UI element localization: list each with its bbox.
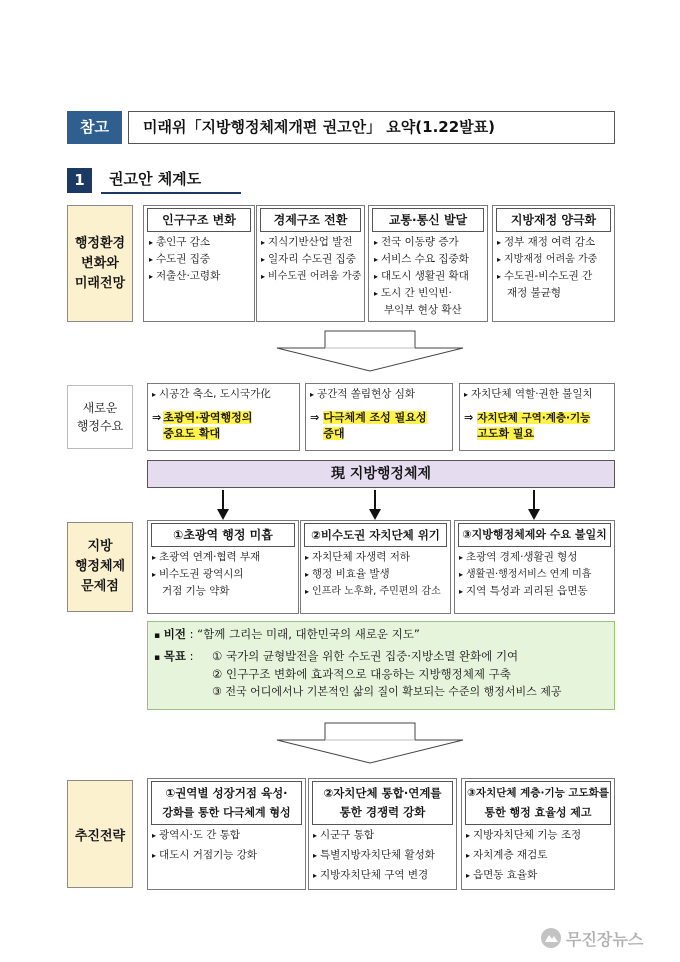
goal-colon: : — [189, 649, 194, 663]
list-item-continuation: 재정 불균형 — [507, 287, 562, 299]
environment-column — [368, 205, 488, 322]
list-item: ▸ 공간적 쏠림현상 심화 — [310, 386, 448, 403]
column-title: ①초광역 행정 미흡 — [151, 523, 295, 547]
strategy-column — [308, 778, 457, 890]
list-item: ▸ 일자리 수도권 집중 — [261, 251, 364, 268]
demand-column — [147, 383, 300, 451]
vision-box: ▪ 비전 : “함께 그리는 미래, 대한민국의 새로운 지도” ▪ 목표 : ① 국가의 균형발전을 위한 수도권 집중·지방소멸 완화에 기여 ② 인구구조 변화에 효과적으로 대응하는 지방행정체제 구축 ③ 전국 어디에서나 기본적인 삶의 질이 확보되는 수준의 행정서비스 제공 — [147, 621, 615, 710]
list-item: ▸ 인프라 노후화, 주민편의 감소 — [305, 583, 450, 600]
list-item: ▸ 생활권·행정서비스 연계 미흡 — [459, 566, 614, 583]
watermark: 무진장뉴스 — [540, 924, 674, 952]
list-item: ▸ 지방자치단체 구역 변경 — [313, 867, 456, 884]
column-title: ②비수도권 자치단체 위기 — [304, 523, 447, 547]
list-item: ▸ 전국 이동량 증가 — [374, 234, 487, 251]
column-title: ①권역별 성장거점 육성· 강화를 통한 다극체계 형성 — [151, 781, 302, 825]
environment-column — [256, 205, 365, 322]
column-title: ②자치단체 통합·연계를 통한 경쟁력 강화 — [312, 781, 453, 825]
list-item: ▸ 특별지방자치단체 활성화 — [313, 847, 456, 864]
highlighted-result: 자치단체 구역·계층·기능 — [477, 412, 591, 424]
list-item: ▸ 자치계층 재검토 — [466, 847, 614, 864]
section-number: 1 — [67, 168, 92, 193]
flow-arrow-icon — [275, 330, 465, 372]
list-item: ▸ 지방자치단체 기능 조정 — [466, 827, 614, 844]
environment-column — [492, 205, 615, 322]
goal-item: ① 국가의 균형발전을 위한 수도권 집중·지방소멸 완화에 기여 — [212, 649, 519, 663]
list-item: ▸ 자치단체 역할·권한 불일치 — [464, 386, 610, 403]
strategy-column — [461, 778, 615, 890]
problem-column — [454, 520, 615, 614]
problem-column — [147, 520, 299, 614]
flow-arrow-icon — [275, 722, 465, 764]
list-item-continuation: 거점 기능 약화 — [162, 585, 230, 597]
highlighted-result: 다극체계 조성 필요성 — [323, 411, 427, 424]
environment-column — [143, 205, 255, 322]
demand-label: 새로운 행정수요 — [67, 385, 133, 449]
list-item: ▸ 서비스 수요 집중화 — [374, 251, 487, 268]
list-item: ▸ 지방재정 어려움 가중 — [497, 251, 614, 268]
goal-item: ③ 전국 어디에서나 기본적인 삶의 질이 확보되는 수준의 행정서비스 제공 — [212, 685, 562, 698]
list-item: ▸ 수도권-비수도권 간 — [497, 268, 614, 285]
column-title: ③자치단체 계층·기능 고도화를 통한 행정 효율성 제고 — [465, 781, 611, 825]
list-item: ▸ 행정 비효율 발생 — [305, 566, 450, 583]
arrow-down-icon — [369, 490, 381, 520]
list-item: ▸ 정부 재정 여력 감소 — [497, 234, 614, 251]
list-item: ▸ 지식기반산업 발전 — [261, 234, 364, 251]
page-title: 미래위「지방행정체제개편 권고안」 요약(1.22발표) — [128, 111, 615, 144]
section-title: 권고안 체계도 — [101, 167, 241, 194]
strategy-label: 추진전략 — [67, 780, 133, 888]
implies-arrow-icon: ⇒ — [464, 411, 474, 424]
reference-tag: 참고 — [67, 111, 122, 144]
environment-label: 행정환경 변화와 미래전망 — [67, 205, 133, 322]
arrow-down-icon — [528, 490, 540, 520]
arrow-down-icon — [217, 490, 229, 520]
column-title: 경제구조 전환 — [260, 208, 361, 232]
list-item: ▸ 읍면동 효율화 — [466, 867, 614, 884]
column-title: 지방재정 양극화 — [496, 208, 611, 232]
highlighted-result: 고도화 필요 — [477, 427, 535, 440]
list-item: ▸ 저출산·고령화 — [149, 268, 254, 285]
demand-column — [459, 383, 615, 451]
list-item: ▸ 광역시·도 간 통합 — [152, 827, 305, 844]
list-item: ▸ 자치단체 자생력 저하 — [305, 549, 450, 566]
list-item: ▸ 총인구 감소 — [149, 234, 254, 251]
list-item: ▸ 시공간 축소, 도시국가化 — [152, 386, 295, 403]
demand-column — [305, 383, 453, 451]
vision-label: 비전 — [163, 627, 186, 641]
list-item: ▸ 초광역 경제·생활권 형성 — [459, 549, 614, 566]
implies-arrow-icon: ⇒ — [310, 411, 320, 424]
list-item: ▸ 비수도권 어려움 가중 — [261, 268, 364, 285]
highlighted-result: 중요도 확대 — [163, 427, 221, 440]
current-system-bar: 現 지방행정체제 — [147, 460, 615, 488]
list-item: ▸ 도시 간 빈익빈· — [374, 285, 487, 302]
vision-text: : “함께 그리는 미래, 대한민국의 새로운 지도” — [189, 627, 420, 641]
strategy-column — [147, 778, 306, 890]
list-item: ▸ 수도권 집중 — [149, 251, 254, 268]
list-item-continuation: 부익부 현상 확산 — [384, 304, 462, 316]
list-item: ▸ 비수도권 광역시의 — [152, 566, 298, 583]
problem-column — [300, 520, 451, 614]
list-item: ▸ 지역 특성과 괴리된 읍면동 — [459, 583, 614, 600]
column-title: 교통·통신 발달 — [372, 208, 484, 232]
goal-label: 목표 — [163, 649, 186, 663]
highlighted-result: 초광역·광역행정의 — [163, 411, 253, 424]
list-item: ▸ 시군구 통합 — [313, 827, 456, 844]
watermark-logo-icon — [540, 927, 562, 949]
column-title: 인구구조 변화 — [147, 208, 251, 232]
list-item: ▸ 초광역 연계·협력 부재 — [152, 549, 298, 566]
implies-arrow-icon: ⇒ — [152, 411, 162, 424]
highlighted-result: 증대 — [323, 427, 345, 440]
problems-label: 지방 행정체제 문제점 — [67, 522, 133, 612]
column-title: ③지방행정체제와 수요 불일치 — [458, 523, 611, 547]
goal-item: ② 인구구조 변화에 효과적으로 대응하는 지방행정체제 구축 — [212, 667, 511, 681]
list-item: ▸ 대도시 생활권 확대 — [374, 268, 487, 285]
list-item: ▸ 대도시 거점기능 강화 — [152, 847, 305, 864]
